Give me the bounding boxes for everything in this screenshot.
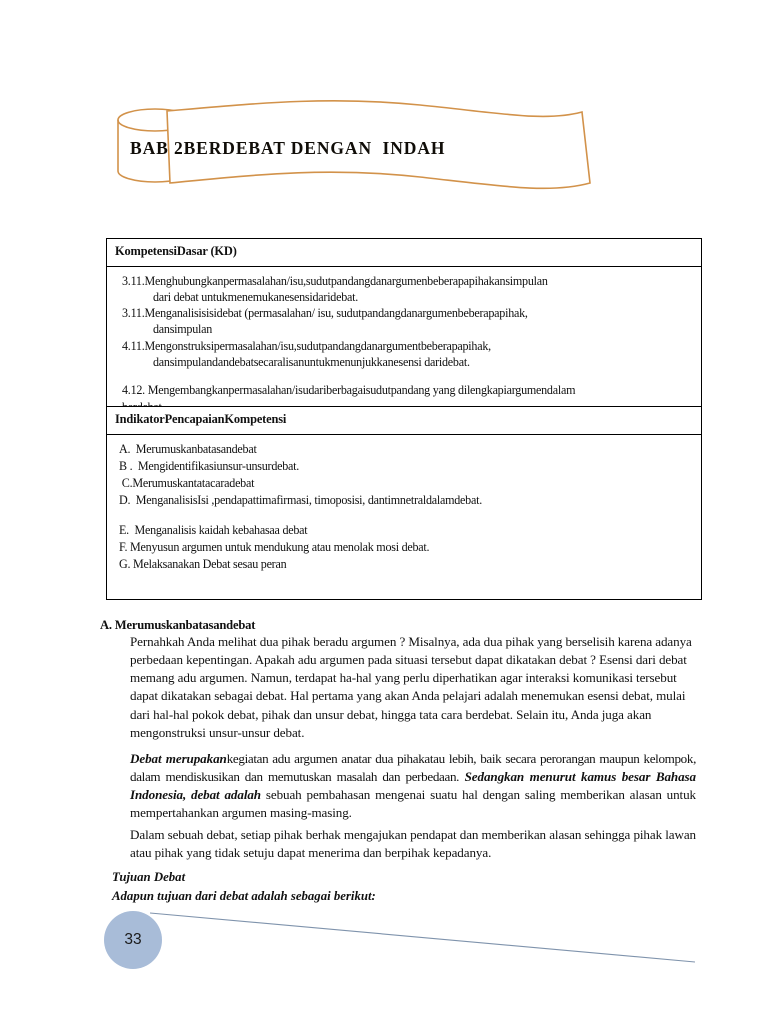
kd-table-body	[107, 267, 701, 423]
ipk-list-item: A. Merumuskanbatasandebat	[119, 441, 257, 456]
kd-item-line: 3.11.Menganalisisisidebat (permasalahan/ isu, sudutpandangdanargumenbeberapapihak,	[122, 306, 528, 321]
kd-item-continuation: dansimpulan	[153, 322, 213, 337]
kd-item-line: 3.11.Menghubungkanpermasalahan/isu,sudutpandangdanargumenbeberapapihakansimpulan	[122, 273, 548, 288]
ipk-list-item: D. MenganalisisIsi ,pendapattimafirmasi, timoposisi, dantimnetraldalamdebat.	[119, 492, 482, 507]
ipk-list-item: F. Menyusun argumen untuk mendukung atau menolak mosi debat.	[119, 539, 430, 554]
kompetensi-dasar-table	[106, 238, 702, 424]
page-number-label: 33	[124, 931, 142, 948]
ipk-list-item: E. Menganalisis kaidah kebahasaa debat	[119, 522, 308, 537]
kd-item-continuation: dari debat untukmenemukanesensidaridebat.	[153, 289, 359, 304]
footer-decorative-rule	[150, 905, 695, 967]
paragraph-definition	[130, 750, 696, 823]
tujuan-subheading: Adapun tujuan dari debat adalah sebagai berikut:	[112, 888, 376, 903]
kd-item	[115, 305, 693, 337]
definition-text: kegiatan adu argumen anatar dua pihakatau lebih, baik secara perorangan maupun kelompok, dalam mendiskusikan dan memutuskan masalah dan perbedaan.	[130, 751, 696, 785]
ipk-list-item: G. Melaksanakan Debat sesau peran	[119, 556, 287, 571]
kd-spacer	[115, 370, 693, 382]
kd-item-continuation: dansimpulandandebatsecaralisanuntukmenunjukkanesensi daridebat.	[153, 354, 470, 369]
kd-item	[115, 273, 693, 305]
ipk-table-body	[107, 435, 701, 599]
tujuan-heading: Tujuan Debat	[112, 870, 186, 884]
ipk-list-item: B . Mengidentifikasiunsur-unsurdebat.	[119, 458, 300, 473]
kd-item	[115, 338, 693, 370]
section-heading: A. Merumuskanbatasandebat	[100, 618, 256, 632]
indikator-pencapaian-table	[106, 406, 702, 600]
page-number-badge	[104, 911, 162, 969]
kd-item-line: 4.11.Mengonstruksipermasalahan/isu,sudutpandangdanargumentbeberapapihak,	[122, 338, 491, 353]
paragraph-rights: Dalam sebuah debat, setiap pihak berhak mengajukan pendapat dan memberikan alasan sehingga pihak lawan atau pihak yang tidak setuju dapat menerima dan berpihak kepadanya.	[130, 827, 696, 861]
ipk-table-header: IndikatorPencapaianKompetensi	[107, 407, 701, 435]
kbbi-emphasis: Sedangkan menurut kamus besar Bahasa Indonesia, debat adalah	[130, 769, 696, 803]
ipk-spacer	[115, 509, 693, 522]
page-title: BAB 2BERDEBAT DENGAN INDAH	[130, 138, 446, 158]
kbbi-text: sebuah pembahasan mengenai suatu hal dengan saling memberikan alasan untuk mempertahankan argumen masing-masing.	[130, 787, 696, 821]
kd-table-header: KompetensiDasar (KD)	[107, 239, 701, 267]
definition-emphasis: Debat merupakan	[130, 751, 227, 766]
tujuan-debat-block	[112, 868, 376, 905]
ipk-list-item: C.Merumuskantatacaradebat	[119, 475, 255, 490]
kd-item-line: 4.12. Mengembangkanpermasalahan/isudariberbagaisudutpandang yang dilengkapiargumendalam	[122, 383, 576, 398]
paragraph-intro: Pernahkah Anda melihat dua pihak beradu argumen ? Misalnya, ada dua pihak yang berselisih karena adanya perbedaan kepentingan. Apakah adu argumen pada situasi tersebut dapat dikatakan debat ? Esensi dari debat memang adu argumen. Namun, terdapat ha-hal yang perlu diperhatikan agar interaksi komunikasi tersebut dapat dikatakan sebagai debat. Hal pertama yang akan Anda pelajari adalah menemukan esensi debat, mulai dari hal-hal pokok debat, pihak dan unsur debat, hingga tata cara berdebat. Selain itu, Anda juga akan mengonstruksi unsur-unsur debat.	[130, 634, 692, 740]
